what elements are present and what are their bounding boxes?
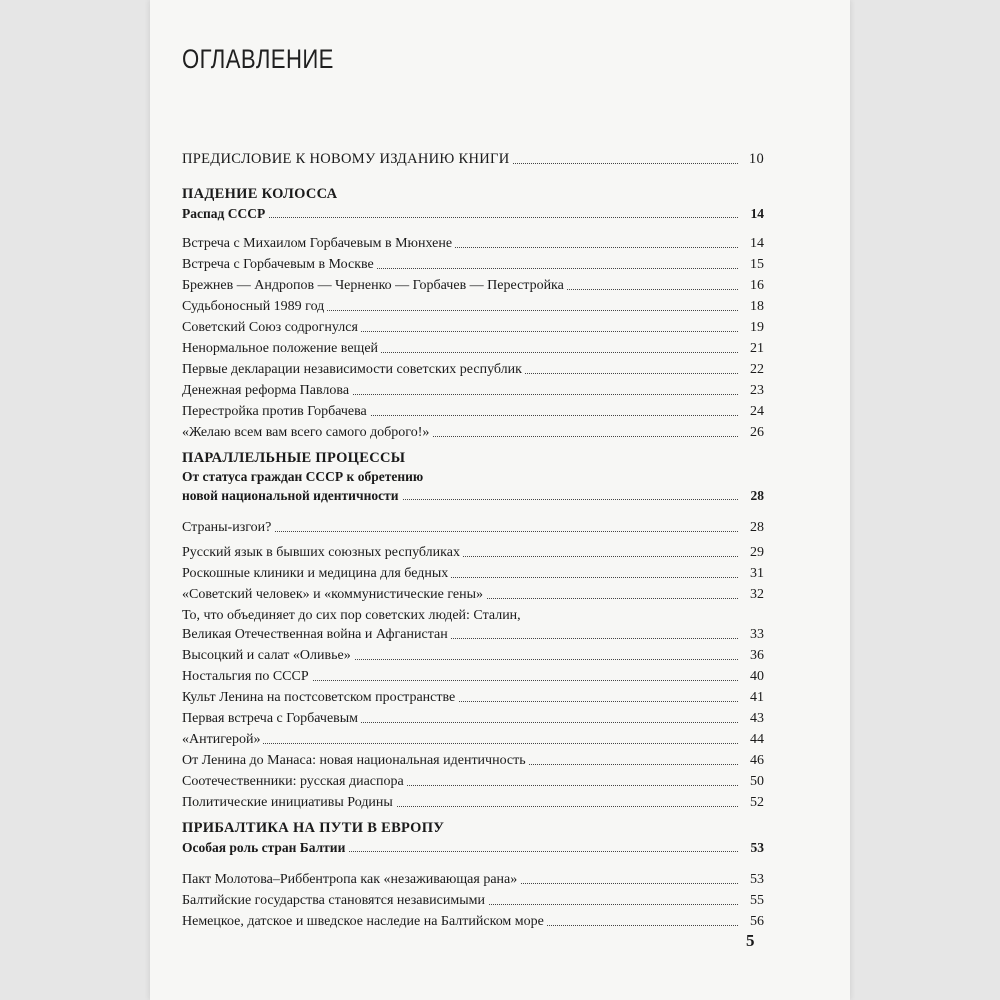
- toc-entry-page: 56: [747, 912, 764, 931]
- toc-entry-title: Великая Отечественная война и Афганистан: [182, 627, 451, 642]
- toc-entry: [182, 772, 764, 791]
- toc-entry-page: 10: [746, 150, 764, 169]
- toc-entry-title: ПРЕДИСЛОВИЕ К НОВОМУ ИЗДАНИЮ КНИГИ: [182, 151, 513, 167]
- chapter-title: Особая роль стран Балтии: [182, 840, 348, 855]
- book-page: [150, 0, 850, 1000]
- toc-entry-title: Первая встреча с Горбачевым: [182, 711, 361, 726]
- toc-entry: [182, 870, 764, 889]
- part-title: ПАДЕНИЕ КОЛОССА: [182, 186, 338, 202]
- toc-entry: [182, 276, 764, 295]
- toc-entry-title: «Советский человек» и «коммунистические гены»: [182, 587, 486, 602]
- toc-entry-title: Встреча с Михаилом Горбачевым в Мюнхене: [182, 236, 455, 251]
- chapter-page: 14: [748, 204, 765, 223]
- toc-entry: [182, 625, 764, 644]
- toc-entry: [182, 360, 764, 379]
- toc-entry-page: 52: [747, 793, 764, 812]
- toc-entry: [182, 688, 764, 707]
- toc-entry-page: 53: [747, 870, 764, 889]
- toc-entry: [182, 318, 764, 337]
- toc-entry-title: Русский язык в бывших союзных республиках: [182, 545, 463, 560]
- part-title: ПАРАЛЛЕЛЬНЫЕ ПРОЦЕССЫ: [182, 450, 406, 466]
- chapter-title: новой национальной идентичности: [182, 488, 402, 503]
- toc-entry-title: Первые декларации независимости советских республик: [182, 362, 525, 377]
- toc-entry-title: Ностальгия по СССР: [182, 669, 312, 684]
- toc-entry: [182, 709, 764, 728]
- table-of-contents: [182, 150, 764, 931]
- toc-entry: [182, 543, 764, 562]
- toc-entry: [182, 751, 764, 770]
- toc-entry-title: Балтийские государства становятся независимыми: [182, 893, 488, 908]
- toc-entry: [182, 912, 764, 931]
- toc-entry: [182, 793, 764, 812]
- leader-dots: [182, 743, 738, 744]
- toc-entry-title: Роскошные клиники и медицина для бедных: [182, 566, 451, 581]
- toc-entry-title: От Ленина до Манаса: новая национальная идентичность: [182, 753, 529, 768]
- toc-entry: [182, 730, 764, 749]
- toc-entry-page: 40: [747, 667, 764, 686]
- toc-entry-title: Культ Ленина на постсоветском пространстве: [182, 690, 458, 705]
- toc-entry-title: Брежнев — Андропов — Черненко — Горбачев — Перестройка: [182, 278, 567, 293]
- toc-entry-title: «Желаю всем вам всего самого доброго!»: [182, 425, 432, 440]
- toc-entry-page: 24: [747, 402, 764, 421]
- toc-entry-title: Перестройка против Горбачева: [182, 404, 370, 419]
- toc-entry-title: Соотечественники: русская диаспора: [182, 774, 407, 789]
- toc-entry-title: Пакт Молотова–Риббентропа как «незаживающая рана»: [182, 872, 520, 887]
- toc-entry-page: 23: [747, 381, 764, 400]
- toc-entry-page: 19: [747, 318, 764, 337]
- toc-entry-page: 21: [747, 339, 764, 358]
- toc-entry-title: Ненормальное положение вещей: [182, 341, 381, 356]
- chapter-entry: [182, 486, 764, 505]
- toc-entry-page: 33: [747, 625, 764, 644]
- toc-entry-title: Высоцкий и салат «Оливье»: [182, 648, 354, 663]
- toc-entry: [182, 564, 764, 583]
- toc-entry-title-line: То, что объединяет до сих пор советских людей: Сталин,: [182, 608, 521, 623]
- toc-entry-title: Страны-изгои?: [182, 520, 274, 535]
- toc-entry: [182, 297, 764, 316]
- toc-entry: [182, 891, 764, 910]
- toc-entry-page: 14: [747, 234, 764, 253]
- toc-entry: [182, 339, 764, 358]
- toc-part: [182, 819, 764, 931]
- toc-entry-page: 18: [747, 297, 764, 316]
- toc-preface: [182, 150, 764, 169]
- chapter-title-line: От статуса граждан СССР к обретению: [182, 469, 424, 484]
- toc-entry-title: Политические инициативы Родины: [182, 795, 396, 810]
- chapter-page: 53: [748, 838, 765, 857]
- toc-entry: [182, 585, 764, 604]
- toc-entry: [182, 667, 764, 686]
- toc-entry: [182, 646, 764, 665]
- chapter-entry: [182, 838, 764, 857]
- toc-entry-page: 26: [747, 423, 764, 442]
- toc-entry-page: 31: [747, 564, 764, 583]
- chapter-page: 28: [748, 486, 765, 505]
- toc-entry-page: 15: [747, 255, 764, 274]
- toc-entry-title: «Антигерой»: [182, 732, 263, 747]
- toc-entry-page: 44: [747, 730, 764, 749]
- toc-entry-page: 55: [747, 891, 764, 910]
- toc-entry-page: 41: [747, 688, 764, 707]
- toc-part: [182, 449, 764, 812]
- page-title: ОГЛАВЛЕНИЕ: [182, 44, 334, 74]
- page-number: 5: [746, 931, 755, 950]
- toc-entry: [182, 381, 764, 400]
- toc-entry-multiline: [182, 606, 764, 644]
- toc-entry: [182, 402, 764, 421]
- toc-entry-title: Денежная реформа Павлова: [182, 383, 352, 398]
- toc-entry-page: 46: [747, 751, 764, 770]
- toc-entry-title: Советский Союз содрогнулся: [182, 320, 361, 335]
- toc-entry-page: 43: [747, 709, 764, 728]
- toc-entry-page: 16: [747, 276, 764, 295]
- part-title: ПРИБАЛТИКА НА ПУТИ В ЕВРОПУ: [182, 820, 445, 836]
- toc-part: [182, 185, 764, 442]
- toc-entry-title: Судьбоносный 1989 год: [182, 299, 327, 314]
- toc-entry-page: 29: [747, 543, 764, 562]
- toc-entry-page: 36: [747, 646, 764, 665]
- toc-entry-title: Встреча с Горбачевым в Москве: [182, 257, 377, 272]
- toc-entry-page: 22: [747, 360, 764, 379]
- toc-entry-page: 50: [747, 772, 764, 791]
- chapter-entry: [182, 204, 764, 223]
- chapter-title: Распад СССР: [182, 206, 268, 221]
- toc-entry: [182, 234, 764, 253]
- toc-entry-page: 28: [747, 518, 764, 537]
- toc-entry: [182, 255, 764, 274]
- toc-entry-title: Немецкое, датское и шведское наследие на Балтийском море: [182, 914, 547, 929]
- toc-entry: [182, 518, 764, 537]
- toc-entry-page: 32: [747, 585, 764, 604]
- toc-entry: [182, 423, 764, 442]
